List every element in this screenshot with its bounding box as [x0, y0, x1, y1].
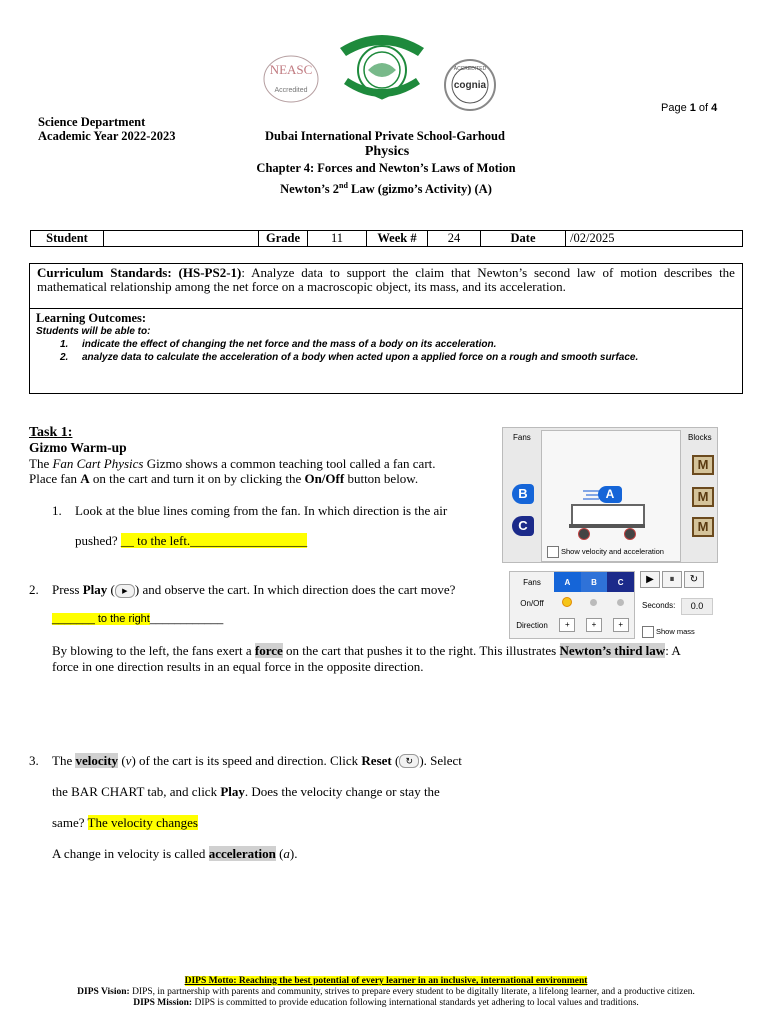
seconds-value: 0.0: [681, 598, 713, 615]
fan-c-onoff-toggle[interactable]: [617, 599, 624, 606]
fan-a-direction-button[interactable]: +: [559, 618, 575, 632]
svg-text:ACCREDITED: ACCREDITED: [453, 66, 487, 72]
school-logo: [334, 26, 430, 104]
student-label: Student: [31, 231, 104, 247]
q2-question: Press Play ( ▶ ) and observe the cart. In which direction does the cart move?: [52, 582, 456, 597]
block-m-3[interactable]: M: [692, 517, 714, 537]
outcomes-intro: Students will be able to:: [36, 326, 151, 337]
fan-a-on-cart[interactable]: A: [598, 486, 622, 503]
outcome-item-1: 1. indicate the effect of changing the net force and the mass of a body on its acceleration.: [60, 339, 497, 350]
page-number: Page 1 of 4: [661, 102, 718, 114]
neasc-text: NEASC: [269, 62, 313, 77]
fan-c-direction-button[interactable]: +: [613, 618, 629, 632]
show-mass-checkbox[interactable]: [642, 626, 654, 638]
outcomes-box: [29, 308, 743, 394]
q3-line1: The velocity (v) of the cart is its speed and direction. Click Reset ( ↻ ). Select: [52, 753, 462, 768]
q1-line2: pushed? __ to the left.__________________: [75, 533, 308, 548]
grade-field[interactable]: 11: [308, 231, 367, 247]
play-icon: ▶: [115, 584, 135, 598]
q2-answer-line: _______ to the right____________: [52, 613, 224, 625]
activity-title: Newton’s 2nd Law (gizmo’s Activity) (A): [280, 181, 492, 197]
col-b-header: B: [581, 572, 608, 592]
department: Science Department: [38, 115, 146, 129]
date-field[interactable]: /02/2025: [566, 231, 743, 247]
col-a-header: A: [554, 572, 581, 592]
direction-label: Direction: [516, 620, 548, 630]
q3-number: 3.: [29, 753, 39, 768]
air-lines: [583, 488, 599, 500]
seconds-label: Seconds:: [642, 601, 676, 610]
svg-text:cognia: cognia: [453, 80, 487, 91]
fan-a-onoff-toggle[interactable]: [562, 597, 572, 607]
footer-motto: DIPS Motto: Reaching the best potential of every learner in an inclusive, international environment: [184, 976, 588, 986]
subject-title: Physics: [364, 144, 410, 159]
show-mass-label: Show mass: [656, 627, 695, 636]
outcomes-title: Learning Outcomes:: [36, 311, 147, 325]
footer-vision: DIPS Vision: DIPS, in partnership with parents and community, strives to prepare every student to be digitally literate, a lifelong learner, and a productive citizen.: [77, 987, 695, 997]
school-name: Dubai International Private School-Garhoud: [265, 129, 505, 143]
q3-answer[interactable]: The velocity changes: [87, 815, 198, 830]
date-label: Date: [481, 231, 566, 247]
block-m-1[interactable]: M: [692, 455, 714, 475]
standards-text: Analyze data to support the claim that Newton’s second law of motion describes the mathematical relationship among the net force on a macroscopic object, its mass, and its acceleration.: [37, 265, 735, 294]
block-m-2[interactable]: M: [692, 487, 714, 507]
q3-line2: the BAR CHART tab, and click Play. Does the velocity change or stay the: [52, 784, 440, 799]
task-intro: The Fan Cart Physics Gizmo shows a common teaching tool called a fan cart. Place fan A on the cart and turn it on by clicking the On/Off button below.: [29, 456, 436, 486]
standards-code: (HS-PS2-1): [178, 265, 242, 280]
q3-line4: A change in velocity is called acceleration (a).: [52, 846, 298, 861]
student-info-table: [30, 230, 743, 247]
fan-b-button[interactable]: B: [512, 484, 534, 504]
gizmo-blocks-label: Blocks: [688, 433, 712, 442]
reset-button[interactable]: ↻: [684, 571, 704, 588]
gizmo-fans-label: Fans: [513, 433, 531, 442]
cart-wheel-right: [624, 528, 636, 540]
neasc-logo: [262, 54, 320, 104]
reset-icon: ↻: [399, 754, 419, 768]
q2-answer[interactable]: _______ to the right: [52, 613, 150, 625]
q2-explanation: By blowing to the left, the fans exert a force on the cart that pushes it to the right. This illustrates Newton’s third law: A force in one direction results in an equal force in the opposite direction.: [52, 643, 681, 674]
pause-button[interactable]: ⏸: [662, 571, 682, 588]
show-velocity-checkbox[interactable]: [547, 546, 559, 558]
q3-line3: same? The velocity changes: [52, 815, 198, 830]
col-c-header: C: [607, 572, 634, 592]
controls-fans-label: Fans: [523, 577, 541, 587]
svg-text:Accredited: Accredited: [274, 87, 308, 94]
week-label: Week #: [367, 231, 428, 247]
show-velocity-label: Show velocity and acceleration: [561, 547, 664, 556]
grade-label: Grade: [259, 231, 308, 247]
outcome-item-2: 2. analyze data to calculate the acceleration of a body when acted upon a applied force on a rough and smooth surface.: [60, 352, 639, 363]
standards-box: Curriculum Standards: (HS-PS2-1): Analyze data to support the claim that Newton’s second law of motion describes the mathematical relationship among the net force on a macroscopic object, its mass, and its acceleration.: [29, 263, 743, 309]
q2-number: 2.: [29, 582, 39, 597]
student-field[interactable]: [104, 231, 259, 247]
fan-b-onoff-toggle[interactable]: [590, 599, 597, 606]
gizmo-cart-view: [502, 427, 718, 563]
q1-line1: Look at the blue lines coming from the fan. In which direction is the air: [75, 503, 448, 518]
cart-wheel-left: [578, 528, 590, 540]
gizmo-controls: [509, 571, 635, 639]
standards-label: Curriculum Standards: [37, 265, 168, 280]
q1-number: 1.: [52, 503, 62, 518]
footer-mission: DIPS Mission: DIPS is committed to provide education following international standards yet adhering to local values and traditions.: [133, 998, 639, 1008]
week-field[interactable]: 24: [428, 231, 481, 247]
cart-base: [569, 524, 645, 528]
cognia-logo: [441, 58, 499, 112]
chapter-title: Chapter 4: Forces and Newton’s Laws of Motion: [256, 161, 516, 175]
play-button[interactable]: ▶: [640, 571, 660, 588]
onoff-label: On/Off: [520, 598, 544, 608]
fan-c-button[interactable]: C: [512, 516, 534, 536]
academic-year: Academic Year 2022-2023: [38, 129, 176, 143]
task-title: Task 1:: [29, 425, 73, 440]
fan-b-direction-button[interactable]: +: [586, 618, 602, 632]
task-subtitle: Gizmo Warm-up: [29, 440, 127, 455]
q1-answer[interactable]: __ to the left.__________________: [120, 533, 308, 548]
